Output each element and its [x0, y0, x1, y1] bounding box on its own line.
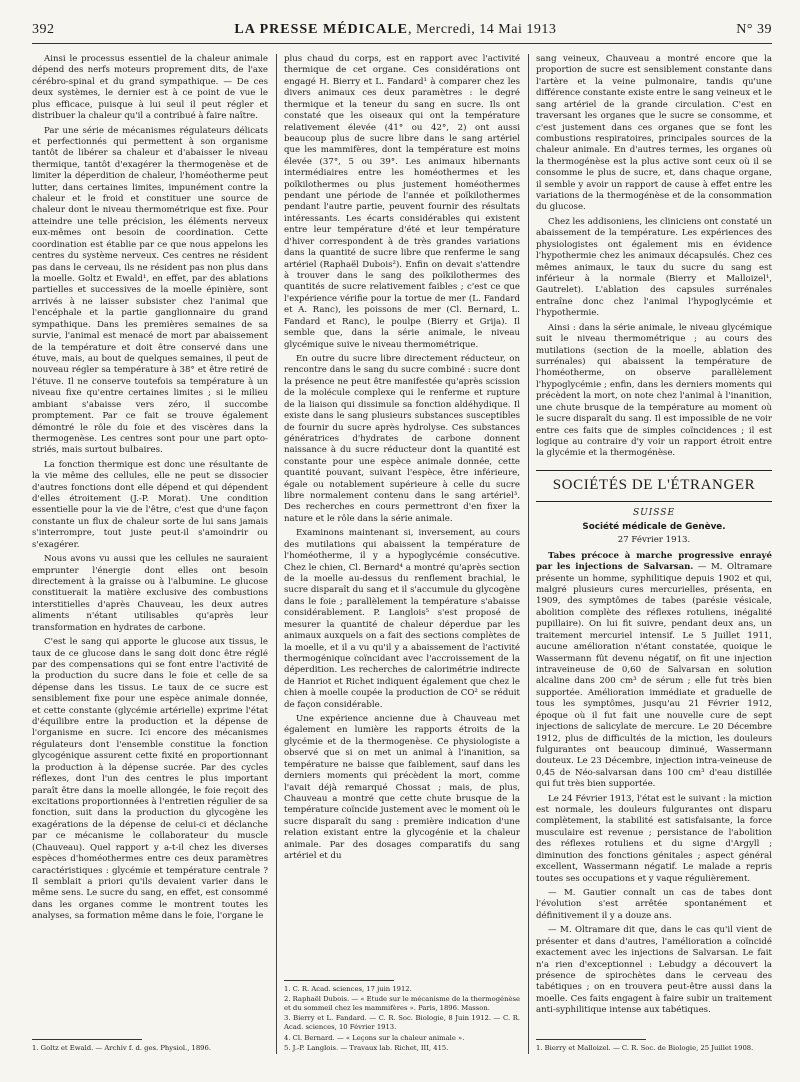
paragraph: Par une série de mécanismes régulateurs délicats et perfectionnés qui permettent à son organisme tantôt de libérer sa chaleur et d'abaisser le niveau thermique, tantôt d'exagérer la thermogenèse et de limiter la déperdition de chaleur, l'homéotherme peut lutter, dans certaines limites, impunément contre la chaleur et le froid et constituer une source de chaleur dont le niveau thermométrique est fixe. Pour atteindre une telle précision, les éléments nerveux eux-mêmes ont besoin de coordination. Cette coordination est établie par ce que nous appelons les centres du système nerveux. Ces centres ne résident pas dans le cerveau, ils ne résident pas non plus dans la moelle. Goltz et Ewald¹, en effet, par des ablations partielles et successives de la moelle épinière, sont arrivés à ne laisser subsister chez l'animal que l'encéphale et la partie ganglionnaire du grand sympathique. Dans les premières semaines de sa survie, l'animal est menacé de mort par abaissement de la température et doit être conservé dans une étuve, mais, au bout de quelques semaines, il peut de nouveau régler sa température à 38° et être retiré de l'étuve. Il ne conserve toutefois sa température à un niveau fixe qu'entre certaines limites ; si le milieu ambiant s'abaisse vers zéro, il succombe promptement. Par ce fait se trouve également démontré le rôle du foie et des viscères dans la thermogenèse. Les centres sont pour une part opto-striés, mais surtout bulbaires.	[32, 125, 268, 456]
column-divider	[528, 54, 529, 1054]
paragraph: plus chaud du corps, est en rapport avec l'activité thermique de cet organe. Ces considérations ont engagé H. Bierry et L. Fandard¹ à comparer chez les divers animaux ces deux paramètres : le degré thermique et la teneur du sang en sucre. Ils ont constaté que les oiseaux qui ont la température relativement élevée (41° ou 42°, 2) ont aussi beaucoup plus de sucre libre dans le sang artériel que les mammifères, dont la température est moins élevée (37°, 5 ou 39°. Les animaux hibernants intermédiaires entre les homéothermes et les poïkilothermes ou plus justement homéothermes pendant une période de l'année et poïkilothermes pendant l'autre partie, peuvent fournir des résultats intéressants. Les écarts considérables qui existent entre leur température d'été et leur température d'hiver correspondent à de très grandes variations dans la quantité de sucre libre que renferme le sang artériel (Raphaël Dubois²). Enfin on devait s'attendre à trouver dans le sang des poïkilothermes des quantités de sucre relativement faibles ; c'est ce que l'expérience vérifie pour la tortue de mer (L. Fandard et A. Ranc), les poissons de mer (Cl. Bernard, L. Fandard et Ranc), le poulpe (Bierry et Grija). Il semble que, dans la série animale, le niveau glycémique suive le niveau thermométrique.	[284, 54, 520, 350]
section-title: SOCIÉTÉS DE L'ÉTRANGER	[536, 470, 772, 502]
paragraph: En outre du sucre libre directement réducteur, on rencontre dans le sang du sucre combiné : sucre dont la présence ne peut être manifestée qu'après scission de la molécule complexe qui le renferme et rupture de la liaison qui dissimule sa fonction aldéhydique. Il existe dans le sang plusieurs substances susceptibles de fournir du sucre après hydrolyse. Ces substances génératrices d'hydrates de carbone donnent naissance à du sucre réducteur dont la quantité est constante pour une espèce animale donnée, cette quantité pouvant, suivant l'espèce, être inférieure, égale ou notablement supérieure à celle du sucre libre normalement contenu dans le sang artériel³. Des recherches en cours permettront d'en fixer la nature et le rôle dans la série animale.	[284, 353, 520, 524]
paragraph: Ainsi : dans la série animale, le niveau glycémique suit le niveau thermométrique ; au cours des mutilations (section de la moelle, ablation des surrénales) qui abaissent la température de l'homéotherme, on observe parallèlement l'hypoglycémie ; enfin, dans les derniers moments qui précèdent la mort, on note chez l'animal à l'inanition, une chute brusque de la température au moment où le sucre disparaît du sang. Il est impossible de ne voir entre ces faits que de simples coïncidences ; il est logique au contraire d'y voir un rapport étroit entre la glycémie et la thermogénèse.	[536, 322, 772, 459]
footnotes	[284, 980, 520, 1054]
paragraph: La fonction thermique est donc une résultante de la vie même des cellules, elle ne peut se dissocier d'autres fonctions dont elle dépend et qui dépendent d'elles étroitement (J.-P. Morat). Une condition essentielle pour la vie de l'être, c'est que d'une façon constante un flux de chaleur sorte de lui sans jamais s'interrompre, tout juste peut-il s'amoindrir ou s'exagérer.	[32, 459, 268, 550]
column-1	[32, 54, 268, 1054]
footnotes	[536, 1039, 772, 1054]
footnote: 1. Goltz et Ewald. — Archiv f. d. ges. Physiol., 1896.	[32, 1043, 211, 1052]
footnote-rule	[284, 980, 394, 981]
column-divider	[276, 54, 277, 1054]
paragraph: sang veineux, Chauveau a montré encore que la proportion de sucre est sensiblement constante dans l'artère et la veine pulmonaire, tandis qu'une différence constante existe entre le sang veineux et le sang artériel de la grande circulation. C'est en traversant les organes que le sucre se consomme, et c'est justement dans ces organes que se font les combustions respiratoires, principales sources de la chaleur animale. En d'autres termes, les organes où la thermogénèse est la plus active sont ceux où il se consomme le plus de sucre, et, dans chaque organe, il semble y avoir un rapport de cause à effet entre les variations de la thermogénèse et de la consommation du glucose.	[536, 54, 772, 213]
footnote-rule	[32, 1039, 142, 1040]
case-title: Tabes précoce à marche progressive enrayé par les injections de Salvarsan.	[536, 550, 772, 573]
paragraph: Chez les addisoniens, les cliniciens ont constaté un abaissement de la température. Les expériences des physiologistes ont également mis en évidence l'hypothermie chez les animaux décapsulés. Chez ces mêmes animaux, le taux du sucre du sang est inférieur à la normale (Bierry et Malloizel¹, Gautrelet). L'ablation des capsules surrénales entraîne donc chez l'animal l'hypoglycémie et l'hypothermie.	[536, 216, 772, 319]
article-columns	[32, 54, 772, 1054]
page-header	[32, 22, 772, 44]
footnote: 3. Bierry et L. Fandard. — C. R. Soc. Biologie, 8 Juin 1912. — C. R. Acad. sciences, 10 Février 1913.	[284, 1014, 520, 1032]
footnote: 2. Raphaël Dubois. — « Etude sur le mécanisme de la thermogénèse et du sommeil chez les mammifères ». Paris, 1896. Masson.	[284, 994, 520, 1013]
paragraph: — M. Oltramare dit que, dans le cas qu'il vient de présenter et dans d'autres, l'amélioration a coïncidé exactement avec les injections de Salvarsan. Le fait n'a rien d'exceptionnel : Lebudgy a découvert la présence de spirochètes dans le cerveau des tabétiques ; on en trouvera peut-être aussi dans la moelle. Ces faits engagent à faire subir un traitement anti-syphilitique intense aux tabétiques.	[536, 925, 772, 1016]
paragraph: — M. Gautier connaît un cas de tabes dont l'évolution s'est arrêtée spontanément et définitivement il y a douze ans.	[536, 888, 772, 921]
footnote: 5. J.-P. Langlois. — Travaux lab. Richet, III, 415.	[284, 1043, 449, 1052]
paragraph: Une expérience ancienne due à Chauveau met également en lumière les rapports étroits de la glycémie et de la thermogenèse. Ce physiologiste a observé que si on met un animal à l'inanition, sa température ne baisse que faiblement, sauf dans les derniers moments qui précèdent la mort, comme l'avait déjà remarqué Chossat ; mais, de plus, Chauveau a montré que cette chute brusque de la température coïncide justement avec le moment où le sucre disparaît du sang : première indication d'une relation existant entre la glycogénie et la chaleur animale. Par des dosages comparatifs du sang artériel et du	[284, 714, 520, 862]
page-number: 392	[32, 22, 55, 37]
meeting-date: 27 Février 1913.	[617, 535, 691, 546]
country-heading: SUISSE	[632, 507, 676, 518]
paragraph: Examinons maintenant si, inversement, au cours des mutilations qui abaissent la température de l'homéotherme, il y a hypoglycémie consécutive. Chez le chien, Cl. Bernard⁴ a montré qu'après section de la moelle au-dessus du renflement brachial, le sucre disparaît du sang et il s'accumule du glycogène dans le foie ; parallèlement la température s'abaisse considérablement. P. Langlois⁵ s'est proposé de mesurer la quantité de chaleur déperdue par les animaux auxquels on a fait des sections complètes de la moelle, et il a vu qu'il y a abaissement de l'activité thermogénique coïncidant avec l'accroissement de la déperdition. Les recherches de calorimétrie indirecte de Hanriot et Richet indiquent également que chez le chien à moelle coupée la production de CO² se réduit de façon considérable.	[284, 528, 520, 710]
paragraph	[536, 551, 772, 791]
paragraph: Le 24 Février 1913, l'état est le suivant : la miction est normale, les douleurs fulgurantes ont disparu complètement, la stabilité est satisfaisante, la force musculaire est revenue ; persistance de l'abolition des réflexes rotuliens et du signe d'Argyll ; diminution des fonctions génitales ; aspect général excellent, Wassermann négatif. Le malade a repris toutes ses occupations et y vaque régulièrement.	[536, 793, 772, 884]
footnote: 1. Bierry et Malloizel. — C. R. Soc. de Biologie, 25 Juillet 1908.	[536, 1043, 754, 1052]
footnote: 4. Cl. Bernard. — « Leçons sur la chaleur animale ».	[284, 1033, 465, 1042]
case-text: — M. Oltramare présente un homme, syphilitique depuis 1902 et qui, malgré plusieurs cures mercurielles, présenta, en 1909, des symptômes de tabes (parésie vésicale, abolition complète des réflexes rotuliens, inégalité pupillaire). On lui fit suivre, pendant deux ans, un traitement mercuriel intensif. Le 5 Juillet 1911, aucune amélioration n'étant constatée, quoique le Wassermann fût devenu négatif, on fit une injection intraveineuse de 0,60 de Salvarsan en solution alcaline dans 200 cm³ de sérum ; elle fut très bien supportée. Amélioration immédiate et graduelle de tous les symptômes, jusqu'au 21 Février 1912, époque où il fut fait une nouvelle cure de sept injections de salicylate de mercure. Le 20 Décembre 1912, plus de difficultés de la miction, les douleurs fulgurantes ont beaucoup diminué, Wassermann douteux. Le 23 Décembre, injection intra-veineuse de 0,45 de Néo-salvarsan dans 100 cm³ d'eau distillée qui fut très bien supportée.	[536, 562, 772, 790]
journal-title-line: LA PRESSE MÉDICALE, Mercredi, 14 Mai 1913	[234, 22, 557, 37]
paragraph: Ainsi le processus essentiel de la chaleur animale dépend des nerfs moteurs proprement dits, de l'axe cérébro-spinal et du grand sympathique. — De ces deux systèmes, le dernier est à ce point de vue le plus efficace, puisque à lui seul il peut régler et distribuer la chaleur qu'il a contribué à faire naître.	[32, 54, 268, 122]
issue-number: N° 39	[736, 22, 772, 37]
issue-date: Mercredi, 14 Mai 1913	[416, 22, 557, 37]
footnote-rule	[536, 1039, 646, 1040]
paragraph: C'est le sang qui apporte le glucose aux tissus, le taux de ce glucose dans le sang doit donc être réglé par des compensations qui se font entre l'activité de la production du sucre dans le foie et celle de sa dépense dans les tissus. Le taux de ce sucre est sensiblement fixe pour une espèce animale donnée, et cette constante (glycémie artérielle) exprime l'état d'équilibre entre la production et la dépense de l'organisme en sucre. Ici encore des mécanismes régulateurs dont l'ensemble constitue la fonction glycogénique assurent cette fixité en proportionnant la production à la dépense sucrée. Par des cycles réflexes, dont l'un des centres le plus important paraît être dans la moelle allongée, le foie reçoit des excitations proportionnées à l'entretien régulier de sa fonction, suit dans la production du glycogène les exagérations de la dépense de celui-ci et déclanche par ce mécanisme le collaborateur du muscle (Chauveau). Quel rapport y a-t-il chez les diverses espèces d'homéothermes entre ces deux paramètres caractéristiques : glycémie et température centrale ? Il semblait a priori qu'ils devaient varier dans le même sens. Le sucre du sang, en effet, est consommé dans les organes comme le montrent toutes les analyses, sa formation même dans le foie, l'organe le	[32, 637, 268, 922]
society-heading: Société médicale de Genève.	[582, 521, 726, 532]
column-3	[536, 54, 772, 1054]
journal-title: LA PRESSE MÉDICALE	[234, 22, 408, 37]
column-2	[284, 54, 520, 1054]
footnotes	[32, 1039, 268, 1054]
paragraph: Nous avons vu aussi que les cellules ne sauraient emprunter l'énergie dont elles ont besoin directement à la graisse ou à l'albumine. Le glucose constituerait la matière exclusive des combustions interstitielles d'après Chauveau, les deux autres aliments n'étant utilisables qu'après leur transformation en hydrates de carbone.	[32, 554, 268, 633]
footnote: 1. C. R. Acad. sciences, 17 juin 1912.	[284, 984, 412, 993]
